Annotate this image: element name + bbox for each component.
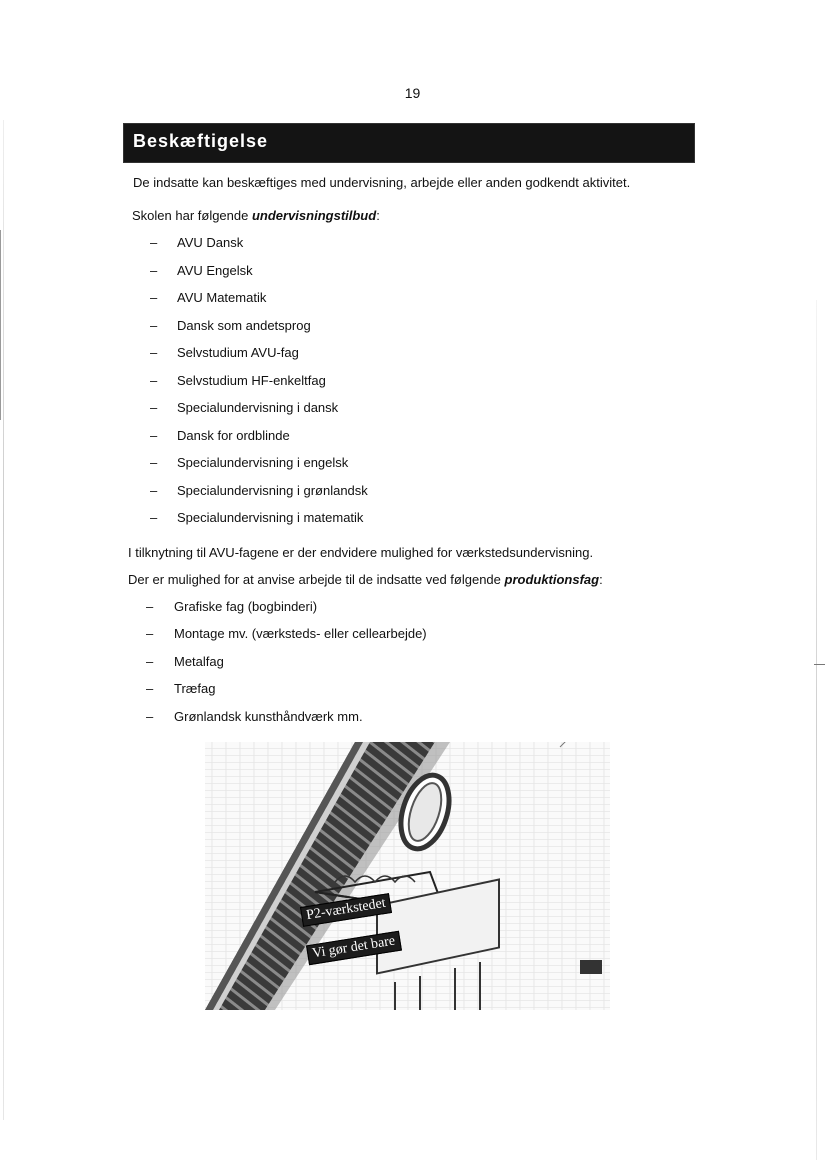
list-dash: – [150, 290, 158, 305]
list-dash: – [150, 510, 158, 525]
production-lead-text: Der er mulighed for at anvise arbejde til de indsatte ved følgende [128, 572, 505, 587]
list-item-text: Træfag [174, 681, 216, 697]
building-facade-graphic [205, 742, 610, 1010]
list-item-text: Grønlandsk kunsthåndværk mm. [174, 708, 363, 724]
list-item-text: Specialundervisning i engelsk [177, 455, 349, 470]
list-item-text: Selvstudium AVU-fag [177, 345, 299, 360]
list-dash: – [150, 317, 158, 333]
list-dash: – [150, 455, 158, 470]
list-dash: – [146, 708, 154, 724]
list-item-text: Dansk for ordblinde [177, 427, 290, 443]
list-dash: – [150, 482, 158, 498]
list-item-text: Metalfag [174, 653, 224, 669]
list-item-text: Specialundervisning i grønlandsk [177, 482, 368, 498]
list-item-text: Montage mv. (værksteds- eller cellearbejde) [174, 626, 427, 642]
sign-slogan: Vi gør det bare [306, 931, 401, 965]
list-dash: – [150, 345, 158, 360]
list-dash: – [146, 653, 154, 669]
section-title: Beskæftigelse [133, 131, 269, 151]
production-lead [128, 572, 603, 587]
production-suffix: : [599, 572, 603, 587]
teaching-emphasis: undervisningstilbud [251, 208, 377, 223]
intro-paragraph: De indsatte kan beskæftiges med undervisning, arbejde eller anden godkendt aktivitet. [133, 175, 631, 190]
page-number: 19 [404, 85, 421, 101]
list-dash: – [150, 262, 158, 278]
scan-edge-right [816, 300, 817, 1160]
scan-edge-left-mark [0, 230, 1, 420]
workshop-photo [205, 742, 610, 1010]
scan-edge-tick [814, 664, 825, 665]
list-item-text: Selvstudium HF-enkeltfag [177, 372, 326, 388]
production-emphasis: produktionsfag [504, 572, 600, 587]
teaching-suffix: : [376, 208, 380, 223]
teaching-lead-text: Skolen har følgende [132, 208, 252, 223]
list-item-text: AVU Dansk [177, 235, 244, 250]
sign-p2-workshop: P2-værkstedet [300, 893, 392, 927]
teaching-lead [132, 208, 380, 223]
list-dash: – [150, 372, 158, 388]
scan-edge-left [3, 120, 4, 1120]
list-item-text: Specialundervisning i dansk [177, 400, 339, 415]
list-dash: – [150, 235, 158, 250]
list-item-text: Dansk som andetsprog [177, 317, 311, 333]
list-item-text: Specialundervisning i matematik [177, 510, 364, 525]
list-dash: – [150, 427, 158, 443]
section-heading [123, 123, 695, 163]
list-dash: – [146, 681, 154, 697]
list-item-text: AVU Matematik [177, 290, 267, 305]
list-item-text: AVU Engelsk [177, 262, 253, 278]
workshop-paragraph: I tilknytning til AVU-fagene er der endvidere mulighed for værkstedsundervisning. [128, 545, 594, 560]
list-dash: – [150, 400, 158, 415]
list-dash: – [146, 599, 154, 614]
list-item-text: Grafiske fag (bogbinderi) [174, 599, 318, 614]
list-dash: – [146, 626, 154, 642]
